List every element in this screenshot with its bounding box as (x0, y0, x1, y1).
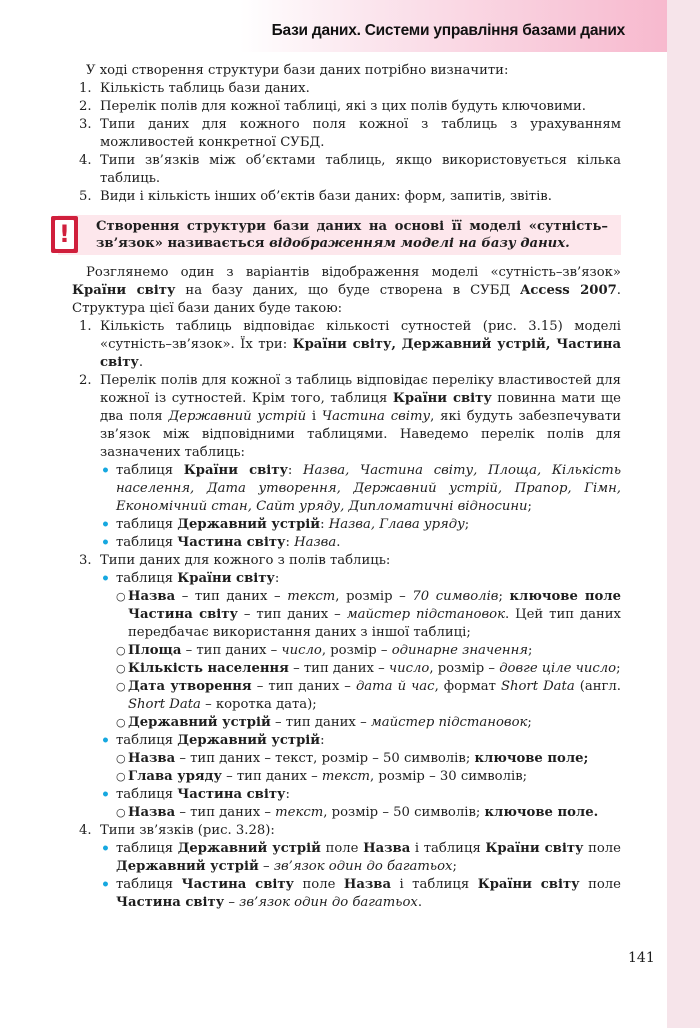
relation-government: • таблиця Державний устрій поле Назва і таблиця Країни світу поле Державний устрій – зв’язок один до багатьох; (101, 841, 621, 874)
page-header-title: Бази даних. Системи управління базами даних (271, 22, 625, 39)
circle-bullet-icon: ○ (116, 662, 126, 675)
type-gov-name-field: ○ Назва – тип даних – текст, розмір – 50 символів; ключове поле; (116, 751, 589, 766)
intro-item-4: 4. Типи зв’язків між об’єктами таблиць, якщо використовується кілька таблиць. (79, 153, 621, 186)
intro-item-1: 1. Кількість таблиць бази даних. (79, 81, 310, 96)
type-population-field: ○ Кількість населення – тип даних – число, розмір – довге ціле число; (116, 661, 621, 676)
exclamation-icon: ! (51, 216, 78, 253)
bullet-icon: • (101, 463, 110, 479)
circle-bullet-icon: ○ (116, 716, 126, 729)
page-number: 141 (628, 950, 655, 966)
circle-bullet-icon: ○ (116, 770, 126, 783)
circle-bullet-icon: ○ (116, 752, 126, 765)
step-1: 1. Кількість таблиць відповідає кількості сутностей (рис. 3.15) моделі «сутність–зв’язок». Їх три: Країни світу, Державний устрій, Частина світу. (79, 319, 621, 370)
bullet-icon: • (101, 517, 110, 533)
header-band (0, 0, 667, 52)
side-stripe (667, 0, 700, 1028)
relation-continent: • таблиця Частина світу поле Назва і таблиця Країни світу поле Частина світу – зв’язок один до багатьох. (101, 877, 621, 910)
fields-countries: • таблиця Країни світу: Назва, Частина світу, Площа, Кількість населення, Дата утворення, Державний устрій, Прапор, Гімн, Економічний стан, Сайт уряду, Дипломатичні відносини; (101, 463, 621, 514)
step-2: 2. Перелік полів для кожної з таблиць відповідає переліку властивостей для кожної із сутностей. Крім того, таблиця Країни світу повинна мати ще два поля Державний устрій і Частина світу, які будуть забезпечувати зв’язок між відповідними таблицями. Наведемо перелік полів для зазначених таблиць: (79, 373, 621, 460)
type-name-field: ○ Назва – тип даних – текст, розмір – 70 символів; ключове поле Частина світу – тип даних – майстер підстановок. Цей тип даних передбачає використання даних з іншої таблиці; (116, 589, 621, 640)
circle-bullet-icon: ○ (116, 590, 126, 603)
circle-bullet-icon: ○ (116, 680, 126, 693)
type-government-field: ○ Державний устрій – тип даних – майстер підстановок; (116, 715, 532, 730)
intro-item-5: 5. Види і кількість інших об’єктів бази даних: форм, запитів, звітів. (79, 189, 552, 204)
types-countries: • таблиця Країни світу: (101, 571, 280, 587)
type-continent-name-field: ○ Назва – тип даних – текст, розмір – 50 символів; ключове поле. (116, 805, 599, 820)
circle-bullet-icon: ○ (116, 644, 126, 657)
intro-item-3: 3. Типи даних для кожного поля кожної з таблиць з урахуванням можливостей конкретної СУБД. (79, 117, 621, 150)
notice-box (58, 215, 621, 255)
circle-bullet-icon: ○ (116, 806, 126, 819)
page-content (59, 62, 622, 912)
type-date-field: ○ Дата утворення – тип даних – дата й час, формат Short Data (англ. Short Data – коротка дата); (116, 679, 622, 712)
bullet-icon: • (101, 787, 110, 803)
intro-lead: У ході створення структури бази даних потрібно визначити: (86, 63, 509, 78)
fields-continent: • таблиця Частина світу: Назва. (101, 535, 341, 551)
bullet-icon: • (101, 877, 110, 893)
intro-item-2: 2. Перелік полів для кожної таблиці, які з цих полів будуть ключовими. (79, 99, 586, 114)
fields-government: • таблиця Державний устрій: Назва, Глава уряду; (101, 517, 470, 533)
types-continent: • таблиця Частина світу: (101, 787, 290, 803)
mapping-paragraph: Розглянемо один з варіантів відображення моделі «сутність–зв’язок» Країни світу на базу даних, що буде створена в СУБД Access 2007. Структура цієї бази даних буде такою: (72, 265, 621, 316)
type-area-field: ○ Площа – тип даних – число, розмір – одинарне значення; (116, 643, 533, 658)
notice-text: Створення структури бази даних на основі її моделі «сутність–зв’язок» називається відображенням моделі на базу даних. (96, 219, 608, 251)
type-head-field: ○ Глава уряду – тип даних – текст, розмір – 30 символів; (116, 769, 528, 784)
bullet-icon: • (101, 841, 110, 857)
step-3: 3. Типи даних для кожного з полів таблиць: (79, 553, 391, 568)
types-government: • таблиця Державний устрій: (101, 733, 325, 749)
step-4: 4. Типи зв’язків (рис. 3.28): (79, 823, 275, 838)
bullet-icon: • (101, 535, 110, 551)
bullet-icon: • (101, 733, 110, 749)
bullet-icon: • (101, 571, 110, 587)
